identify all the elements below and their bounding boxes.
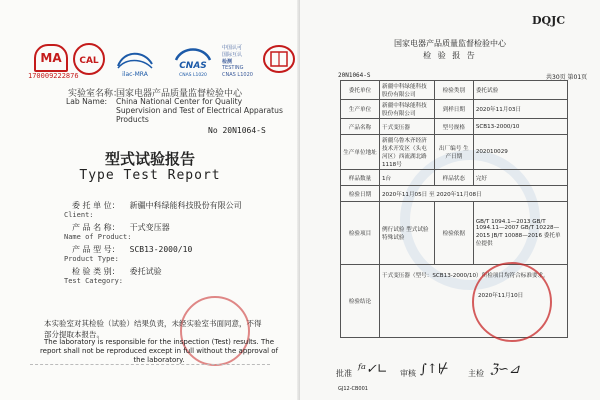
field-label-en: Client:: [64, 211, 94, 219]
signature-label-approve: 批准: [336, 369, 352, 378]
table-cell-value: 新疆中科绿能科技股份有限公司: [380, 100, 435, 119]
quality-seal-logo: [262, 42, 296, 76]
form-code: GJ12-CB001: [338, 386, 368, 392]
red-seal-stamp-right: [472, 262, 552, 342]
field-label: 检 验 类 别：: [72, 267, 120, 276]
cnas-number: CNAS L1020: [179, 73, 207, 78]
table-cell-label: 检验依据: [434, 202, 473, 265]
cma-logo: [34, 44, 68, 72]
field-label-en: Test Category:: [64, 277, 124, 285]
table-cell-label: 产品名称: [341, 119, 380, 135]
field-label: 产 品 型 号：: [72, 245, 120, 254]
accreditation-text-5: CNAS L1020: [222, 72, 253, 78]
lab-name-label-cn: 实验室名称：: [68, 89, 123, 99]
cal-logo: [72, 42, 106, 76]
table-row: [341, 81, 568, 100]
table-cell-value: GB/T 1094.1—2013 GB/T 1094.11—2007 GB/T 10228—2015 JB/T 10088—2016 委托单位提供: [473, 202, 567, 265]
field-product-name: [64, 222, 170, 241]
document-code: DQJC: [532, 14, 566, 27]
cal-label: CAL: [79, 56, 99, 66]
cma-label: MA: [40, 51, 62, 65]
field-value: 新疆中科绿能科技股份有限公司: [129, 201, 242, 210]
issue-date: 2020年11月10日: [478, 293, 524, 299]
table-cell-label: 检验项目: [341, 202, 380, 265]
cnas-logo: [170, 44, 216, 78]
table-cell-value: 例行试验 型式试验 特殊试验: [380, 202, 435, 265]
table-cell-value: 1台: [380, 170, 435, 186]
right-header-title: 检 验 报 告: [423, 51, 477, 60]
field-product-type: [64, 244, 193, 263]
report-number: No 20N1064-S: [208, 126, 266, 135]
report-title-en: Type Test Report: [79, 168, 221, 183]
right-report-number: 20N1064-S: [338, 72, 371, 79]
field-label: 委 托 单 位：: [72, 201, 120, 210]
disclaimer-en: The laboratory is responsible for the inspection (Test) results. The report shall not be reproduced except in full without the approval of the laboratory.: [39, 338, 279, 364]
disclaimer-cn: 本实验室对其检验（试验）结果负责，未经实验室书面同意，不得部分提取本报告。: [44, 319, 262, 339]
table-cell-label: 生产单位地址: [341, 135, 380, 170]
accreditation-text-4: TESTING: [222, 65, 244, 71]
table-cell-value: 2020年11月03日: [473, 100, 567, 119]
field-value: SCB13-2000/10: [129, 245, 193, 254]
conclusion-text: 干式变压器（型号：SCB13-2000/10）所检项目均符合标准要求。: [382, 273, 549, 279]
cnas-label: CNAS: [179, 61, 207, 71]
accreditation-text-2: 国际互认: [222, 52, 243, 58]
table-cell-label: 检验结论: [341, 265, 380, 338]
table-row: [341, 100, 568, 119]
table-row: [341, 119, 568, 135]
table-cell-value: 委托试验: [473, 81, 567, 100]
field-label-en: Name of Product:: [64, 233, 132, 241]
field-label: 产 品 名 称：: [72, 223, 120, 232]
report-title-cn: 型式试验报告: [104, 150, 195, 168]
cma-number: 170009222876: [28, 72, 79, 80]
field-value: 干式变压器: [129, 223, 170, 232]
accreditation-text-1: 中国认可: [222, 45, 243, 51]
lab-name-label-en: Lab Name:: [66, 97, 108, 106]
table-row: [341, 135, 568, 170]
field-label-en: Product Type:: [64, 255, 119, 263]
page-indicator: 共30页 第01页: [546, 74, 588, 81]
table-cell-value: SCB13-2000/10: [473, 119, 567, 135]
table-cell-label: 生产单位: [341, 100, 380, 119]
handwritten-signature: ℨ∽⊿: [490, 362, 520, 377]
table-cell-label: 型号规格: [434, 119, 473, 135]
table-cell-label: 检验类别: [434, 81, 473, 100]
signature-label-inspector: 主检: [468, 369, 484, 378]
table-cell-label: 到样日期: [434, 100, 473, 119]
field-client: [64, 200, 242, 219]
lab-name-cn: 国家电器产品质量监督检验中心: [116, 89, 243, 99]
table-cell-label: 样品状态: [434, 170, 473, 186]
table-cell-value: 新疆中科绿能科技股份有限公司: [380, 81, 435, 100]
table-cell-value: 完好: [473, 170, 567, 186]
accreditation-text-3: 检测: [222, 59, 233, 65]
field-test-category: [64, 266, 162, 285]
handwritten-signature: ᶠᵃ✓∟: [358, 362, 388, 377]
table-row: [341, 202, 568, 265]
table-row: [341, 170, 568, 186]
lab-name-en: China National Center for Quality Supervision and Test of Electrical Apparatus Products: [116, 97, 283, 124]
table-cell-label: 出厂编号 生产日期: [434, 135, 473, 170]
table-cell-label: 委托单位: [341, 81, 380, 100]
table-row: [341, 186, 568, 202]
right-header-org: 国家电器产品质量监督检验中心: [394, 39, 506, 48]
table-cell-value: 202010029: [473, 135, 567, 170]
table-cell-label: 样品数量: [341, 170, 380, 186]
field-value: 委托试验: [129, 267, 162, 276]
signature-label-review: 审核: [400, 369, 416, 378]
ilac-label: ilac-MRA: [122, 71, 148, 78]
table-cell-label: 检验日期: [341, 186, 380, 202]
table-cell-value: 干式变压器: [380, 119, 435, 135]
divider: [30, 364, 270, 365]
handwritten-signature: ∫↑⊬: [420, 362, 449, 377]
table-cell-value: 2020年11月05日 至 2020年11月08日: [380, 186, 568, 202]
ilac-mra-logo: [114, 44, 156, 78]
table-cell-value: 新疆乌鲁木齐经济技术开发区（头屯河区）西流湖北路1118号: [380, 135, 435, 170]
